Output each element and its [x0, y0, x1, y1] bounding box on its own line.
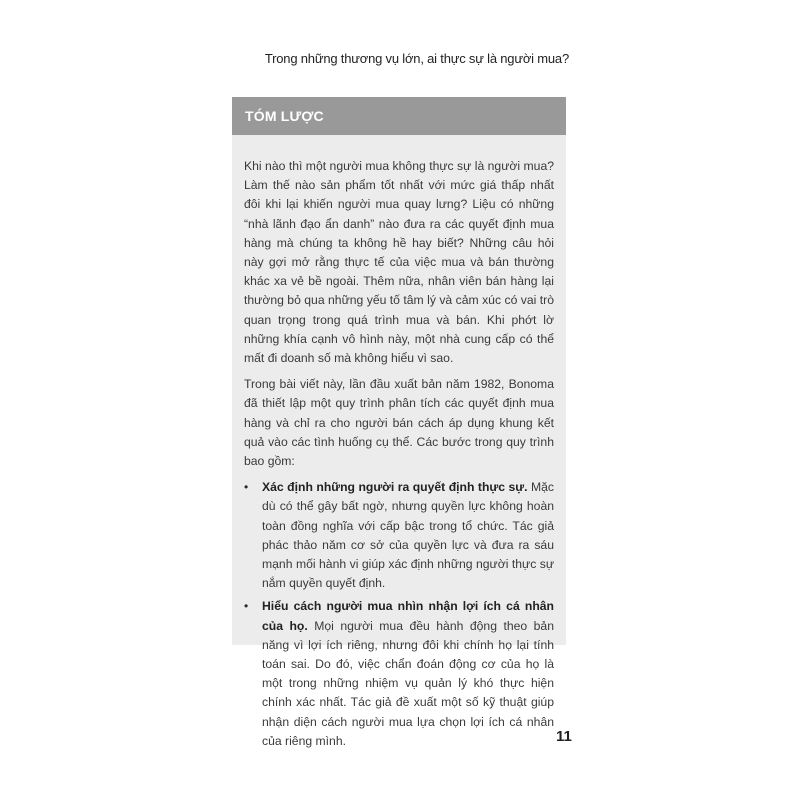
bullet-item-decision-makers — [244, 478, 554, 593]
summary-title-bar — [232, 97, 566, 135]
running-header: Trong những thương vụ lớn, ai thực sự là người mua? — [264, 51, 569, 66]
summary-title: TÓM LƯỢC — [245, 108, 324, 124]
bullet-marker: • — [244, 599, 249, 614]
summary-bullet-list — [244, 478, 554, 751]
bullet-body-text: Mọi người mua đều hành động theo bản năng vì lợi ích riêng, nhưng đôi khi chính họ lại tính toán sai. Do đó, việc chẩn đoán động cơ của họ là một trong những nhiệm vụ quản lý khó thực hiện chính xác nhất. Tác giả đề xuất một số kỹ thuật giúp nhận diện cách người mua lựa chọn lợi ích cá nhân của riêng mình. — [262, 618, 554, 748]
summary-paragraph-1: Khi nào thì một người mua không thực sự là người mua? Làm thế nào sản phẩm tốt nhất với mức giá thấp nhất đôi khi lại khiến người mua quay lưng? Liệu có những “nhà lãnh đạo ẩn danh” nào đưa ra các quyết định mua hàng mà chúng ta không hề hay biết? Những câu hỏi này gợi mở rằng thực tế của việc mua và bán thường khác xa vẻ bề ngoài. Thêm nữa, nhân viên bán hàng lại thường bỏ qua những yếu tố tâm lý và cảm xúc có vai trò quan trọng trong quá trình mua và bán. Khi phớt lờ những khía cạnh vô hình này, một nhà cung cấp có thể mất đi doanh số mà không hiểu vì sao. — [244, 159, 554, 366]
bullet-body-text: Mặc dù có thể gây bất ngờ, nhưng quyền lực không hoàn toàn đồng nghĩa với cấp bậc trong tổ chức. Tác giả phác thảo năm cơ sở của quyền lực và đưa ra sáu mạnh mối hành vi giúp xác định những người thực sự nắm quyền quyết định. — [262, 480, 554, 591]
bullet-item-self-interest — [244, 597, 554, 751]
summary-paragraph-2: Trong bài viết này, lần đầu xuất bản năm 1982, Bonoma đã thiết lập một quy trình phân tích các quyết định mua hàng và chỉ ra cho người bán cách áp dụng khung kết quả vào các tình huống cụ thể. Các bước trong quy trình bao gồm: — [244, 377, 554, 469]
bullet-lead-text: Xác định những người ra quyết định thực sự. — [262, 480, 528, 495]
bullet-marker: • — [244, 480, 249, 495]
page-number: 11 — [556, 728, 572, 745]
bullet-lead-text: Hiểu cách người mua nhìn nhận lợi ích cá nhân của họ. — [262, 599, 554, 633]
summary-body — [232, 135, 566, 751]
